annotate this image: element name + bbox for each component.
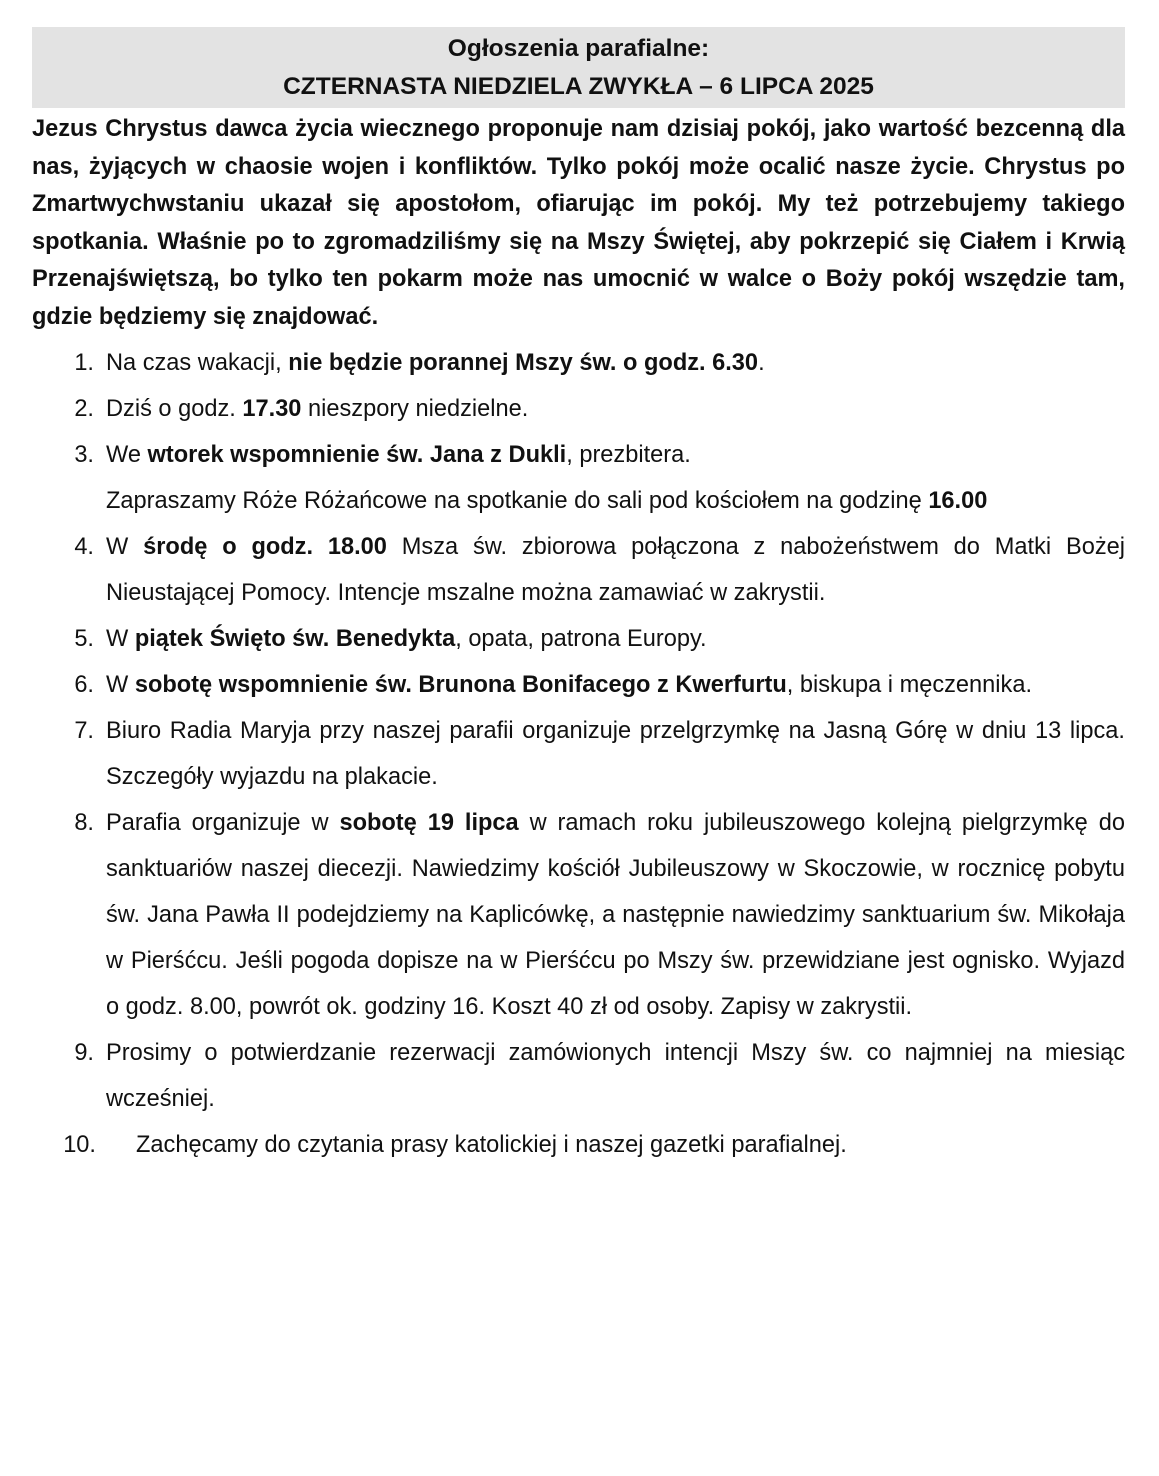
item-text: Msza św. zbiorowa połączona z nabożeństwem do Matki Bożej Nieustającej Pomocy. Intencje mszalne można zamawiać w zakrystii.: [106, 534, 1125, 606]
item-text: Dziś o godz.: [106, 396, 243, 422]
item-text: Prosimy o potwierdzanie rezerwacji zamówionych intencji Mszy św. co najmniej na miesiąc wcześniej.: [106, 1040, 1125, 1112]
list-item: [32, 708, 1125, 800]
item-number: 9.: [74, 1040, 94, 1066]
list-item: [32, 662, 1125, 708]
header-banner: [32, 27, 1125, 108]
announcement-list: [32, 340, 1125, 1168]
list-item: [32, 524, 1125, 616]
list-item: [32, 432, 1125, 524]
list-item: [32, 1030, 1125, 1122]
item-number: 8.: [74, 810, 94, 836]
item-text: Biuro Radia Maryja przy naszej parafii organizuje przelgrzymkę na Jasną Górę w dniu 13 lipca. Szczegóły wyjazdu na plakacie.: [106, 718, 1125, 790]
item-text: w ramach roku jubileuszowego kolejną pielgrzymkę do sanktuariów naszej diecezji. Nawiedzimy kościół Jubileuszowy w Skoczowie, w rocznicę pobytu św. Jana Pawła II podejdziemy na Kaplicówkę, a następnie nawiedzimy sanktuarium św. Mikołaja w Pierśćcu. Jeśli pogoda dopisze na w Pierśćcu po Mszy św. przewidziane jest ognisko. Wyjazd o godz. 8.00, powrót ok. godziny 16. Koszt 40 zł od osoby. Zapisy w zakrystii.: [106, 810, 1125, 1020]
item-text: Zachęcamy do czytania prasy katolickiej i naszej gazetki parafialnej.: [136, 1132, 847, 1158]
item-text: .: [758, 350, 765, 376]
item-number: 10.: [63, 1132, 96, 1158]
item-number: 7.: [74, 718, 94, 744]
item-number: 6.: [74, 672, 94, 698]
announcements-page: [32, 27, 1125, 1168]
item-text-bold: 17.30: [242, 396, 302, 422]
item-text-bold: środę o godz. 18.00: [143, 534, 387, 560]
item-text-bold: sobotę 19 lipca: [339, 810, 519, 836]
item-text: nieszpory niedzielne.: [301, 396, 529, 422]
item-text-bold: 16.00: [928, 488, 988, 514]
item-number: 4.: [74, 534, 94, 560]
header-title: Ogłoszenia parafialne:: [447, 34, 710, 62]
list-item: [32, 800, 1125, 1030]
item-number: 3.: [74, 442, 94, 468]
header-subtitle: CZTERNASTA NIEDZIELA ZWYKŁA – 6 LIPCA 2025: [283, 72, 874, 100]
list-item: [32, 386, 1125, 432]
item-text: W: [106, 672, 135, 698]
item-text: , opata, patrona Europy.: [455, 626, 707, 652]
list-item: [32, 340, 1125, 386]
item-text: Zapraszamy Róże Różańcowe na spotkanie do sali pod kościołem na godzinę: [106, 488, 929, 514]
item-subtext: [106, 478, 1125, 524]
list-item: [32, 1122, 1125, 1168]
item-text: W: [106, 534, 144, 560]
item-text-bold: piątek Święto św. Benedykta: [134, 626, 456, 652]
item-number: 2.: [74, 396, 94, 422]
item-text-bold: sobotę wspomnienie św. Brunona Bonifacego z Kwerfurtu: [134, 672, 787, 698]
item-number: 1.: [74, 350, 94, 376]
item-text: Na czas wakacji,: [106, 350, 289, 376]
item-number: 5.: [74, 626, 94, 652]
item-text: Parafia organizuje w: [106, 810, 340, 836]
item-text-bold: wtorek wspomnienie św. Jana z Dukli: [147, 442, 567, 468]
item-text-bold: nie będzie porannej Mszy św. o godz. 6.30: [288, 350, 759, 376]
item-text: , prezbitera.: [566, 442, 691, 468]
item-text: W: [106, 626, 135, 652]
intro-paragraph: Jezus Chrystus dawca życia wiecznego proponuje nam dzisiaj pokój, jako wartość bezcenną dla nas, żyjących w chaosie wojen i konfliktów. Tylko pokój może ocalić nasze życie. Chrystus po Zmartwychwstaniu ukazał się apostołom, ofiarując im pokój. My też potrzebujemy takiego spotkania. Właśnie po to zgromadziliśmy się na Mszy Świętej, aby pokrzepić się Ciałem i Krwią Przenajświętszą, bo tylko ten pokarm może nas umocnić w walce o Boży pokój wszędzie tam, gdzie będziemy się znajdować.: [32, 116, 1125, 330]
item-text: , biskupa i męczennika.: [786, 672, 1033, 698]
item-text: We: [106, 442, 148, 468]
list-item: [32, 616, 1125, 662]
